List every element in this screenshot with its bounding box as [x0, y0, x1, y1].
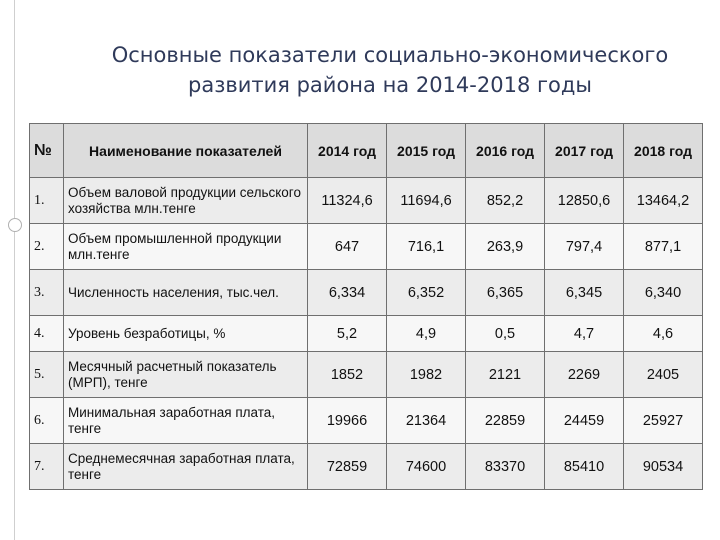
cell-2016: 6,365: [466, 270, 545, 316]
slide-accent-line: [14, 0, 15, 540]
table-row: [30, 398, 703, 444]
row-number: 5.: [30, 352, 64, 398]
table-header-row: [30, 124, 703, 178]
cell-2018: 25927: [624, 398, 703, 444]
cell-2018: 877,1: [624, 224, 703, 270]
cell-2018: 6,340: [624, 270, 703, 316]
cell-2017: 24459: [545, 398, 624, 444]
slide-title-line-2: развития района на 2014-2018 годы: [188, 73, 592, 97]
row-number: 4.: [30, 316, 64, 352]
cell-2017: 797,4: [545, 224, 624, 270]
cell-2016: 0,5: [466, 316, 545, 352]
cell-2016: 852,2: [466, 178, 545, 224]
cell-2017: 6,345: [545, 270, 624, 316]
row-indicator-name: Объем валовой продукции сельского хозяйства млн.тенге: [64, 178, 308, 224]
cell-2016: 263,9: [466, 224, 545, 270]
cell-2015: 1982: [387, 352, 466, 398]
cell-2018: 4,6: [624, 316, 703, 352]
cell-2017: 12850,6: [545, 178, 624, 224]
cell-2014: 1852: [308, 352, 387, 398]
slide-title-line-1: Основные показатели социально-экономического: [111, 43, 669, 67]
cell-2018: 2405: [624, 352, 703, 398]
header-year-2014: 2014 год: [308, 124, 387, 178]
table-row: [30, 224, 703, 270]
header-year-2017: 2017 год: [545, 124, 624, 178]
cell-2014: 647: [308, 224, 387, 270]
table-row: [30, 178, 703, 224]
cell-2014: 11324,6: [308, 178, 387, 224]
slide-accent-circle: [8, 218, 22, 232]
cell-2015: 4,9: [387, 316, 466, 352]
slide-title: [90, 40, 690, 100]
cell-2018: 13464,2: [624, 178, 703, 224]
row-indicator-name: Месячный расчетный показатель (МРП), тенге: [64, 352, 308, 398]
cell-2014: 6,334: [308, 270, 387, 316]
row-number: 2.: [30, 224, 64, 270]
cell-2015: 6,352: [387, 270, 466, 316]
table-row: [30, 352, 703, 398]
header-indicator-name: Наименование показателей: [64, 124, 308, 178]
header-number: №: [30, 124, 64, 178]
cell-2017: 4,7: [545, 316, 624, 352]
row-indicator-name: Минимальная заработная плата, тенге: [64, 398, 308, 444]
row-number: 6.: [30, 398, 64, 444]
cell-2017: 85410: [545, 444, 624, 490]
header-year-2016: 2016 год: [466, 124, 545, 178]
row-indicator-name: Объем промышленной продукции млн.тенге: [64, 224, 308, 270]
header-year-2018: 2018 год: [624, 124, 703, 178]
row-indicator-name: Среднемесячная заработная плата, тенге: [64, 444, 308, 490]
cell-2015: 11694,6: [387, 178, 466, 224]
row-indicator-name: Уровень безработицы, %: [64, 316, 308, 352]
row-number: 3.: [30, 270, 64, 316]
cell-2015: 716,1: [387, 224, 466, 270]
table-row: [30, 270, 703, 316]
cell-2016: 83370: [466, 444, 545, 490]
cell-2017: 2269: [545, 352, 624, 398]
cell-2014: 5,2: [308, 316, 387, 352]
cell-2015: 74600: [387, 444, 466, 490]
cell-2018: 90534: [624, 444, 703, 490]
row-indicator-name: Численность населения, тыс.чел.: [64, 270, 308, 316]
indicators-table: [29, 123, 703, 490]
header-year-2015: 2015 год: [387, 124, 466, 178]
row-number: 1.: [30, 178, 64, 224]
cell-2014: 72859: [308, 444, 387, 490]
cell-2015: 21364: [387, 398, 466, 444]
table-row: [30, 444, 703, 490]
cell-2016: 2121: [466, 352, 545, 398]
table-row: [30, 316, 703, 352]
cell-2014: 19966: [308, 398, 387, 444]
cell-2016: 22859: [466, 398, 545, 444]
row-number: 7.: [30, 444, 64, 490]
